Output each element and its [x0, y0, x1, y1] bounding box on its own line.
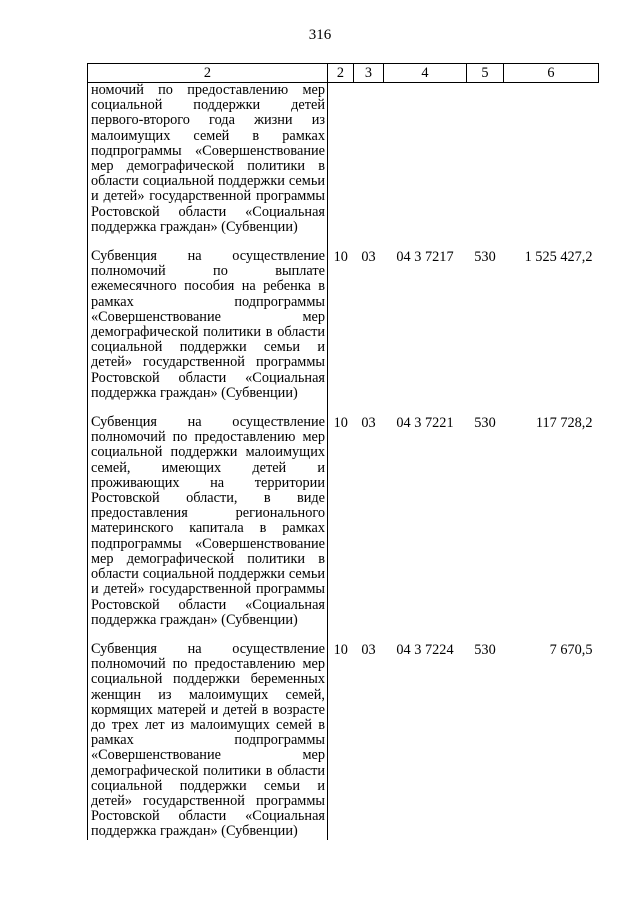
row-section: [328, 83, 354, 236]
row-section: 10: [333, 415, 348, 432]
row-expense-type: 530: [474, 641, 496, 658]
row-amount: 7 670,5: [549, 641, 593, 658]
row-amount: 117 728,2: [535, 415, 593, 432]
row-expense-type: 530: [474, 415, 496, 432]
row-subsection: [354, 83, 384, 236]
row-gap: [88, 235, 599, 249]
row-subsection: 03: [361, 641, 376, 658]
column-header: 6: [504, 64, 599, 83]
row-description: Субвенция на осуществление полномочий по предоставлению мер социальной поддержки беременных женщин из малоимущих семей, кормящих матерей и детей в возрасте до трех лет из малоимущих семей в рамках подпрограммы «Совершенствование мер демографической политики в области социальной поддержки семьи и детей» государственной программы Ростовской области «Социальная поддержка граждан» (Субвенции): [88, 642, 328, 840]
row-section: 10: [333, 641, 348, 658]
row-description: номочий по предоставлению мер социальной поддержки детей первого-второго года жизни из малоимущих семей в рамках подпрограммы «Совершенствование мер демографической политики в области социальной поддержки семьи и детей» государственной программы Ростовской области «Социальная поддержка граждан» (Субвенции): [88, 83, 328, 236]
row-target-code: 04 3 7217: [396, 249, 454, 266]
table-row: [88, 249, 599, 401]
table-row: [88, 83, 599, 236]
header-row: [88, 64, 599, 83]
table-row: [88, 415, 599, 628]
row-expense-type: 530: [474, 249, 496, 266]
row-gap: [88, 628, 599, 642]
column-header: 2: [328, 64, 354, 83]
row-subsection: 03: [361, 415, 376, 432]
row-target-code: 04 3 7224: [396, 641, 454, 658]
column-header: 2: [88, 64, 328, 83]
page-number: 316: [308, 27, 332, 43]
row-expense-type: [467, 83, 504, 236]
row-target-code: 04 3 7221: [396, 415, 454, 432]
row-description: Субвенция на осуществление полномочий по предоставлению мер социальной поддержки малоимущих семей, имеющих детей и проживающих на территории Ростовской области, в виде предоставления регионального материнского капитала в рамках подпрограммы «Совершенствование мер демографической политики в области социальной поддержки семьи и детей» государственной программы Ростовской области «Социальная поддержка граждан» (Субвенции): [88, 415, 328, 628]
row-target-code: [384, 83, 467, 236]
row-description: Субвенция на осуществление полномочий по выплате ежемесячного пособия на ребенка в рамках подпрограммы «Совершенствование мер демографической политики в области социальной поддержки семьи и детей» государственной программы Ростовской области «Социальная поддержка граждан» (Субвенции): [88, 249, 328, 401]
row-amount: 1 525 427,2: [524, 249, 593, 266]
column-header: 5: [467, 64, 504, 83]
budget-table: [87, 63, 599, 840]
table-row: [88, 642, 599, 840]
column-header: 4: [384, 64, 467, 83]
row-gap: [88, 401, 599, 415]
row-section: 10: [333, 249, 348, 266]
column-header: 3: [354, 64, 384, 83]
row-amount: [504, 83, 599, 236]
row-subsection: 03: [361, 249, 376, 266]
